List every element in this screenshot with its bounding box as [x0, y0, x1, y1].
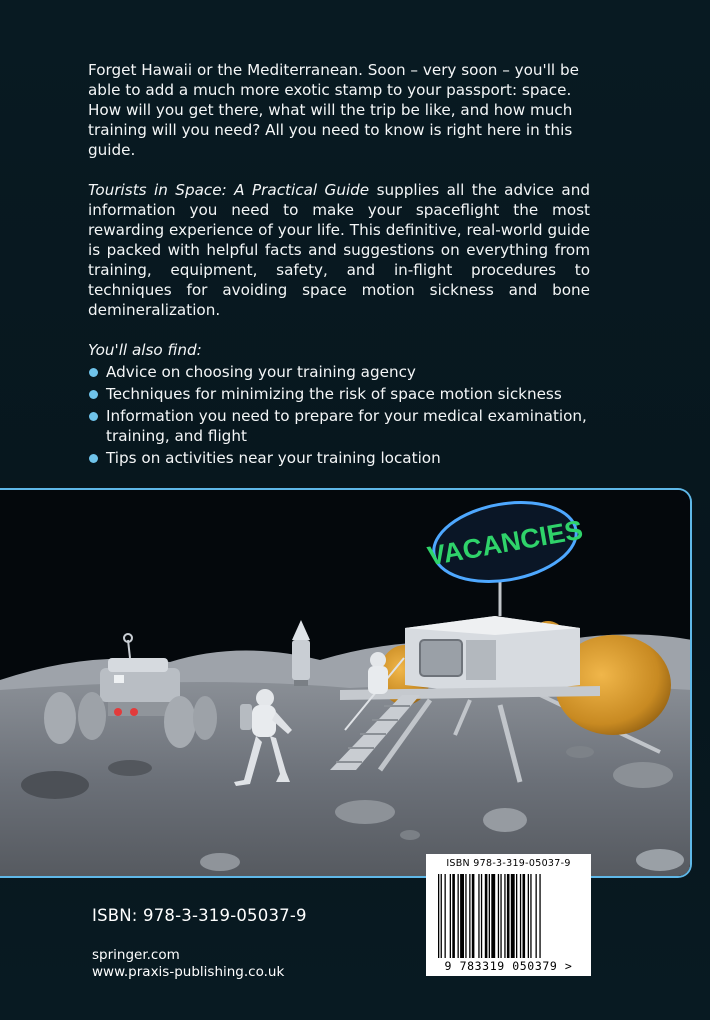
rock [108, 760, 152, 776]
rock [636, 849, 684, 871]
barcode-bar [507, 874, 510, 958]
rock [21, 771, 89, 799]
praxis-url: www.praxis-publishing.co.uk [92, 964, 285, 980]
barcode-bar [511, 874, 515, 958]
distant-tower [292, 640, 310, 680]
rock [483, 808, 527, 832]
barcode-bar [489, 874, 490, 958]
barcode-bar [491, 874, 495, 958]
feature-list [88, 362, 590, 468]
barcode-bar [441, 874, 442, 958]
rock [400, 830, 420, 840]
rock [200, 853, 240, 871]
moon-scene [0, 490, 692, 878]
barcode-isbn-text: ISBN 978-3-319-05037-9 [446, 858, 571, 869]
also-find-heading: You'll also find: [88, 341, 202, 359]
barcode-bar [458, 874, 459, 958]
barcode-bar [438, 874, 439, 958]
springer-url: springer.com [92, 947, 180, 963]
lunar-hotel-illustration [0, 488, 692, 878]
feature-item: Tips on activities near your training location [88, 448, 590, 468]
barcode-bar [520, 874, 521, 958]
barcode-bar [472, 874, 475, 958]
barcode-bar [539, 874, 540, 958]
barcode-bar [516, 874, 517, 958]
rock [335, 800, 395, 824]
feature-item: Advice on choosing your training agency [88, 362, 590, 382]
barcode-bar [485, 874, 488, 958]
barcode-bar [469, 874, 470, 958]
barcode-bar [500, 874, 501, 958]
barcode-bar [478, 874, 479, 958]
rock [566, 746, 594, 758]
barcode-bar [523, 874, 526, 958]
barcode [426, 854, 591, 976]
barcode-bar [504, 874, 505, 958]
barcode-bar [498, 874, 499, 958]
barcode-bar [481, 874, 482, 958]
feature-item: Information you need to prepare for your medical examination, training, and flight [88, 406, 590, 446]
barcode-bar [460, 874, 464, 958]
barcode-bar [445, 874, 446, 958]
barcode-bar [452, 874, 455, 958]
publisher-urls [92, 947, 284, 981]
barcode-bar [528, 874, 529, 958]
back-cover-blurb [88, 60, 590, 528]
isbn-label: ISBN: 978-3-319-05037-9 [92, 906, 307, 925]
rock [613, 762, 673, 788]
barcode-bar [530, 874, 531, 958]
barcode-bar [450, 874, 451, 958]
barcode-digits: 9 783319 050379 > [444, 959, 573, 973]
barcode-bar [536, 874, 537, 958]
barcode-bar [465, 874, 466, 958]
book-title: Tourists in Space: A Practical Guide [88, 181, 370, 199]
feature-item: Techniques for minimizing the risk of space motion sickness [88, 384, 590, 404]
sign-text: VACANCIES [425, 514, 586, 572]
intro-paragraph: Forget Hawaii or the Mediterranean. Soon – very soon – you'll be able to add a much more exotic stamp to your passport: space. How will you get there, what will the trip be like, and how much training will you need? All you need to know is right here in this guide. [88, 61, 579, 159]
description-paragraph [88, 180, 590, 320]
description-text: supplies all the advice and information you need to make your spaceflight the most rewarding experience of your life. This definitive, real-world guide is packed with helpful facts and suggestions on everything from training, equipment, safety, and in-flight procedures to techniques for avoiding space motion sickness and bone demineralization. [88, 181, 591, 319]
barcode-bars [438, 874, 580, 958]
